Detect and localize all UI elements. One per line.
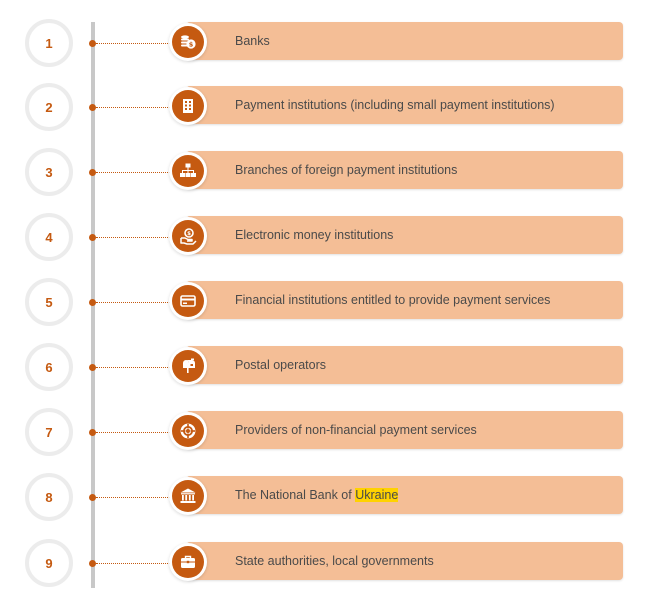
- timeline-dot: [89, 560, 96, 567]
- dotted-connector: [96, 497, 174, 498]
- building-icon: [172, 90, 204, 122]
- item-number: 2: [25, 83, 73, 131]
- mailbox-icon: [172, 350, 204, 382]
- list-item: [0, 272, 650, 332]
- item-label: [235, 476, 398, 514]
- dotted-connector: [96, 432, 174, 433]
- list-item: [0, 13, 650, 73]
- item-label: Payment institutions (including small payment institutions): [235, 98, 555, 112]
- item-label: Electronic money institutions: [235, 228, 394, 242]
- item-number: 5: [25, 278, 73, 326]
- list-item: [0, 533, 650, 593]
- item-label: Postal operators: [235, 358, 327, 372]
- list-item: [0, 337, 650, 397]
- item-label: Banks: [235, 34, 270, 48]
- coins-icon: [172, 26, 204, 58]
- item-number: 8: [25, 473, 73, 521]
- item-number: 4: [25, 213, 73, 261]
- org-chart-icon: [172, 155, 204, 187]
- list-item: [0, 207, 650, 267]
- dotted-connector: [96, 43, 174, 44]
- dotted-connector: [96, 367, 174, 368]
- dotted-connector: [96, 302, 174, 303]
- timeline-dot: [89, 429, 96, 436]
- card-icon: [172, 285, 204, 317]
- briefcase-icon: [172, 546, 204, 578]
- bank-building-icon: [172, 480, 204, 512]
- timeline-dot: [89, 299, 96, 306]
- item-label: Financial institutions entitled to provide payment services: [235, 293, 551, 307]
- list-item: [0, 402, 650, 462]
- item-number: 3: [25, 148, 73, 196]
- timeline-dot: [89, 104, 96, 111]
- dotted-connector: [96, 563, 174, 564]
- dotted-connector: [96, 237, 174, 238]
- timeline-dot: [89, 169, 96, 176]
- hand-coin-icon: [172, 220, 204, 252]
- item-label: State authorities, local governments: [235, 554, 434, 568]
- list-item: [0, 467, 650, 527]
- svg-text:$: $: [187, 231, 191, 238]
- timeline-dot: [89, 234, 96, 241]
- svg-text:$: $: [188, 40, 194, 49]
- timeline-dot: [89, 494, 96, 501]
- dotted-connector: [96, 172, 174, 173]
- dotted-connector: [96, 107, 174, 108]
- timeline-dot: [89, 40, 96, 47]
- list-item: [0, 142, 650, 202]
- item-number: 9: [25, 539, 73, 587]
- item-label-highlight: Ukraine: [355, 488, 399, 502]
- item-label: Branches of foreign payment institutions: [235, 163, 458, 177]
- item-number: 7: [25, 408, 73, 456]
- item-number: 1: [25, 19, 73, 67]
- lifebuoy-icon: [172, 415, 204, 447]
- item-label-prefix: The National Bank of: [235, 488, 356, 502]
- item-label: Providers of non-financial payment services: [235, 423, 477, 437]
- item-number: 6: [25, 343, 73, 391]
- list-item: [0, 77, 650, 137]
- timeline-dot: [89, 364, 96, 371]
